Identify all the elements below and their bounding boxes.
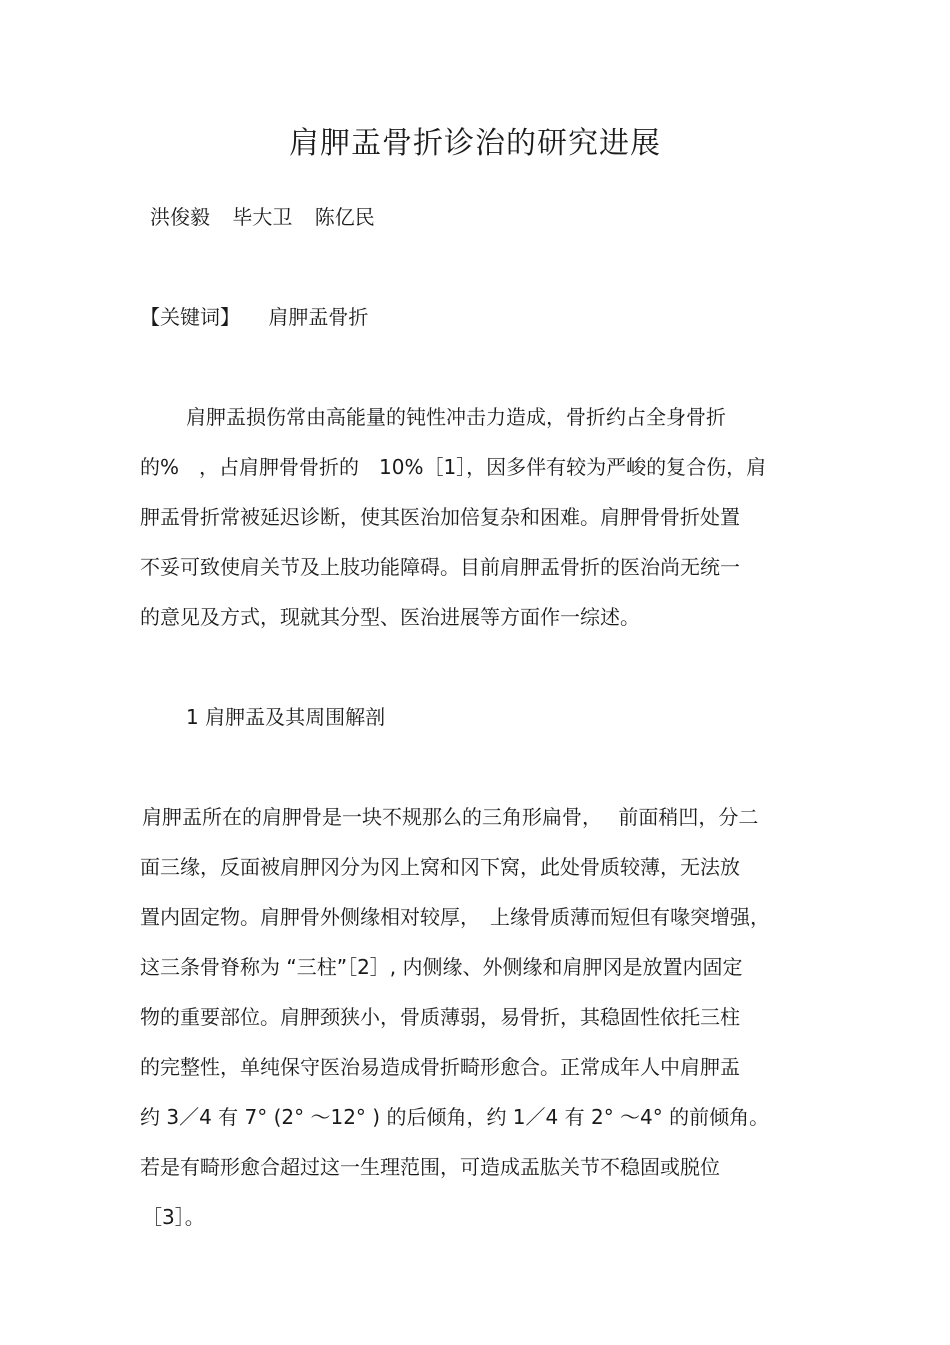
paragraph-line: 的意见及方式，现就其分型、医治进展等方面作一综述。 <box>140 605 640 629</box>
keywords-value: 肩胛盂骨折 <box>268 305 369 329</box>
paper-title: 肩胛盂骨折诊治的研究进展 <box>289 126 661 161</box>
paragraph-line: 肩胛盂所在的肩胛骨是一块不规那么的三角形扁骨， 前面稍凹，分二 <box>142 805 759 829</box>
paragraph-line: 约 3／4 有 7° (2° ～12° ) 的后倾角，约 1／4 有 2° ～4° 的前倾角。 <box>140 1105 770 1129</box>
paragraph-line: 物的重要部位。肩胛颈狭小，骨质薄弱，易骨折，其稳固性依托三柱 <box>140 1005 740 1029</box>
paragraph-line: 面三缘，反面被肩胛冈分为冈上窝和冈下窝，此处骨质较薄，无法放 <box>140 855 740 879</box>
author-name: 陈亿民 <box>314 205 375 229</box>
section-heading: 1 肩胛盂及其周围解剖 <box>186 705 386 729</box>
paragraph-line: 置内固定物。肩胛骨外侧缘相对较厚， 上缘骨质薄而短但有喙突增强， <box>140 905 770 929</box>
author-name: 洪俊毅 <box>150 205 210 229</box>
paragraph-line: 若是有畸形愈合超过这一生理范围，可造成盂肱关节不稳固或脱位 <box>140 1155 720 1179</box>
paragraph-line: 的% ，占肩胛骨骨折的 10%［1］，因多伴有较为严峻的复合伤，肩 <box>140 455 767 479</box>
author-name: 毕大卫 <box>232 205 293 229</box>
author-list <box>150 202 391 232</box>
keywords-line <box>140 302 368 332</box>
keywords-label: 【关键词】 <box>140 305 240 329</box>
paragraph-line: 的完整性，单纯保守医治易造成骨折畸形愈合。正常成年人中肩胛盂 <box>140 1055 740 1079</box>
paragraph-line: 肩胛盂损伤常由高能量的钝性冲击力造成，骨折约占全身骨折 <box>186 405 726 429</box>
paragraph-line: 胛盂骨折常被延迟诊断，使其医治加倍复杂和困难。肩胛骨骨折处置 <box>140 505 740 529</box>
paragraph-line: 这三条骨脊称为 “三柱”［2］, 内侧缘、外侧缘和肩胛冈是放置内固定 <box>140 955 743 979</box>
paragraph-line: ［3］。 <box>142 1205 205 1229</box>
paragraph-line: 不妥可致使肩关节及上肢功能障碍。目前肩胛盂骨折的医治尚无统一 <box>140 555 740 579</box>
